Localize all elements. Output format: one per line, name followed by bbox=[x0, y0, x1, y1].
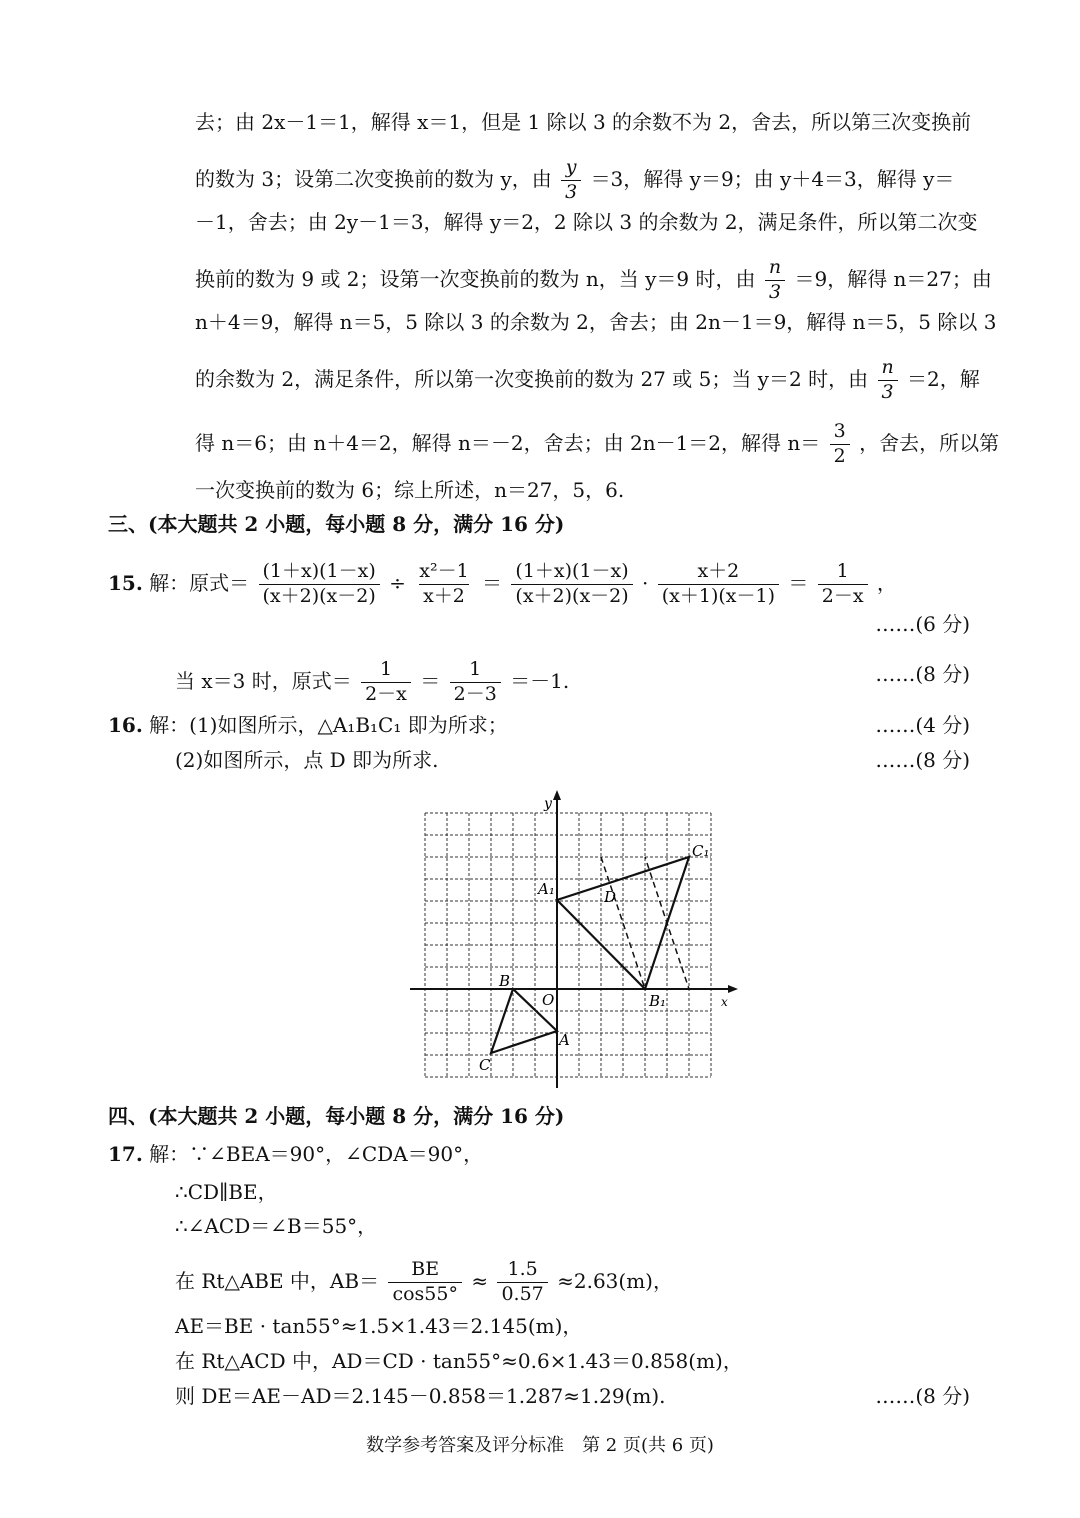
text-line-7a: 得 n＝6；由 n＋4＝2，解得 n＝－2，舍去；由 2n－1＝2，解得 n＝ bbox=[195, 430, 821, 455]
q17-fraction-2: $\frac{1.5}{0.57}$ bbox=[497, 1260, 547, 1305]
point-label-b: B bbox=[499, 972, 511, 990]
text-line-6 bbox=[195, 358, 980, 403]
q17-approx: ≈ bbox=[471, 1268, 489, 1293]
q15-prefix: 解：原式＝ bbox=[149, 570, 250, 595]
q15-div: ÷ bbox=[389, 570, 406, 595]
section-3-title: 三、(本大题共 2 小题，每小题 8 分，满分 16 分) bbox=[108, 512, 565, 536]
q16-line-1 bbox=[108, 711, 508, 739]
axis-label-y: y bbox=[544, 796, 552, 812]
q17-line-5: AE＝BE · tan55°≈1.5×1.43＝2.145(m)， bbox=[175, 1314, 583, 1338]
text-line-5: n＋4＝9，解得 n＝5，5 除以 3 的余数为 2，舍去；由 2n－1＝9，解得 n＝5，5 除以 3 bbox=[195, 310, 997, 334]
q15-eq3: ＝ bbox=[420, 668, 441, 693]
q15-eq: ＝ bbox=[482, 570, 503, 595]
q15-eq2: ＝ bbox=[788, 570, 809, 595]
text-line-2 bbox=[195, 158, 954, 203]
fraction-n-over-3-b: $\frac{n}{3}$ bbox=[877, 358, 897, 403]
text-line-4a: 换前的数为 9 或 2；设第一次变换前的数为 n，当 y＝9 时，由 bbox=[195, 266, 756, 291]
text-line-6b: ＝2，解 bbox=[907, 366, 980, 391]
page-footer: 数学参考答案及评分标准 第 2 页(共 6 页) bbox=[366, 1435, 714, 1456]
q17-line-4 bbox=[175, 1260, 673, 1305]
q17-line-3: ∴∠ACD＝∠B＝55°， bbox=[175, 1214, 378, 1238]
fraction-three-halves: $\frac{3}{2}$ bbox=[830, 422, 850, 467]
text-line-2b: ＝3，解得 y＝9；由 y＋4＝3，解得 y＝ bbox=[590, 166, 955, 191]
q15-comma: ， bbox=[876, 570, 897, 595]
q15-fraction-5: $\frac{1}{2-x}$ bbox=[818, 562, 868, 607]
q17-line-7: 则 DE＝AE－AD＝2.145－0.858＝1.287≈1.29(m). bbox=[175, 1384, 666, 1408]
q17-line-1 bbox=[108, 1140, 483, 1168]
q16-label: 16. bbox=[108, 713, 143, 737]
q16-score-2: ……(8 分) bbox=[875, 748, 970, 772]
q15-line-2 bbox=[175, 660, 569, 705]
q15-fraction-4: $\frac{x+2}{(x+1)(x-1)}$ bbox=[658, 562, 779, 607]
coordinate-grid-figure bbox=[405, 788, 750, 1088]
text-line-7 bbox=[195, 422, 999, 467]
q17-label: 17. bbox=[108, 1142, 143, 1166]
q16-line1-text: 解：(1)如图所示，△A₁B₁C₁ 即为所求； bbox=[149, 713, 508, 737]
q15-result: ＝－1. bbox=[510, 668, 570, 693]
q15-dot: · bbox=[642, 570, 649, 595]
q15-line-1 bbox=[108, 562, 897, 607]
text-line-6a: 的余数为 2，满足条件，所以第一次变换前的数为 27 或 5；当 y＝2 时，由 bbox=[195, 366, 869, 391]
q15-line2-prefix: 当 x＝3 时，原式＝ bbox=[175, 668, 352, 693]
section-4-title: 四、(本大题共 2 小题，每小题 8 分，满分 16 分) bbox=[108, 1104, 565, 1128]
q15-score-2: ……(8 分) bbox=[875, 662, 970, 686]
q15-fraction-2: $\frac{\text{x²－1}}{x+2}$ bbox=[419, 560, 469, 607]
origin-label: O bbox=[542, 991, 555, 1009]
q15-fraction-3: $\frac{(1+x)(1-x)}{(x+2)(x-2)}$ bbox=[511, 562, 632, 607]
point-label-c: C bbox=[479, 1056, 491, 1074]
q17-score: ……(8 分) bbox=[875, 1384, 970, 1408]
text-line-1: 去；由 2x－1＝1，解得 x＝1，但是 1 除以 3 的余数不为 2，舍去，所以第三次变换前 bbox=[195, 110, 972, 134]
text-line-8: 一次变换前的数为 6；综上所述，n＝27，5，6. bbox=[195, 478, 625, 502]
q17-l4-result: ≈2.63(m)， bbox=[557, 1268, 673, 1293]
text-line-4 bbox=[195, 258, 992, 303]
q17-l4-prefix: 在 Rt△ABE 中，AB＝ bbox=[175, 1268, 380, 1293]
q17-fraction-1: $\frac{BE}{\cos 55^\circ}$ bbox=[388, 1260, 462, 1305]
point-label-d: D bbox=[604, 888, 617, 906]
text-line-4b: ＝9，解得 n＝27；由 bbox=[794, 266, 992, 291]
point-label-c1: C₁ bbox=[692, 842, 710, 860]
q15-fraction-1: $\frac{(1+x)(1-x)}{(x+2)(x-2)}$ bbox=[259, 562, 380, 607]
q17-l1-text: 解：∵∠BEA＝90°，∠CDA＝90°， bbox=[149, 1142, 484, 1166]
point-label-b1: B₁ bbox=[649, 992, 667, 1010]
q15-score-1: ……(6 分) bbox=[875, 612, 970, 636]
q17-line-2: ∴CD∥BE， bbox=[175, 1180, 278, 1204]
q17-line-6: 在 Rt△ACD 中，AD＝CD · tan55°≈0.6×1.43＝0.858(m)， bbox=[175, 1349, 743, 1373]
q15-g-fraction-2: $\frac{1}{2-3}$ bbox=[450, 660, 501, 705]
q15-g-fraction-1: $\frac{1}{2-x}$ bbox=[361, 660, 411, 705]
fraction-n-over-3-a: $\frac{n}{3}$ bbox=[765, 258, 785, 303]
axis-label-x: x bbox=[721, 995, 728, 1009]
text-line-7b: ，舍去，所以第 bbox=[859, 430, 1000, 455]
q15-label: 15. bbox=[108, 570, 143, 595]
point-label-a1: A₁ bbox=[538, 880, 555, 898]
q16-score-1: ……(4 分) bbox=[875, 713, 970, 737]
text-line-3: －1，舍去；由 2y－1＝3，解得 y＝2，2 除以 3 的余数为 2，满足条件，所以第二次变 bbox=[195, 210, 978, 234]
q16-line-2: (2)如图所示，点 D 即为所求. bbox=[175, 748, 439, 772]
text-line-2a: 的数为 3；设第二次变换前的数为 y，由 bbox=[195, 166, 552, 191]
fraction-y-over-3: $\frac{y}{3}$ bbox=[561, 158, 581, 203]
point-label-a: A bbox=[559, 1031, 570, 1049]
